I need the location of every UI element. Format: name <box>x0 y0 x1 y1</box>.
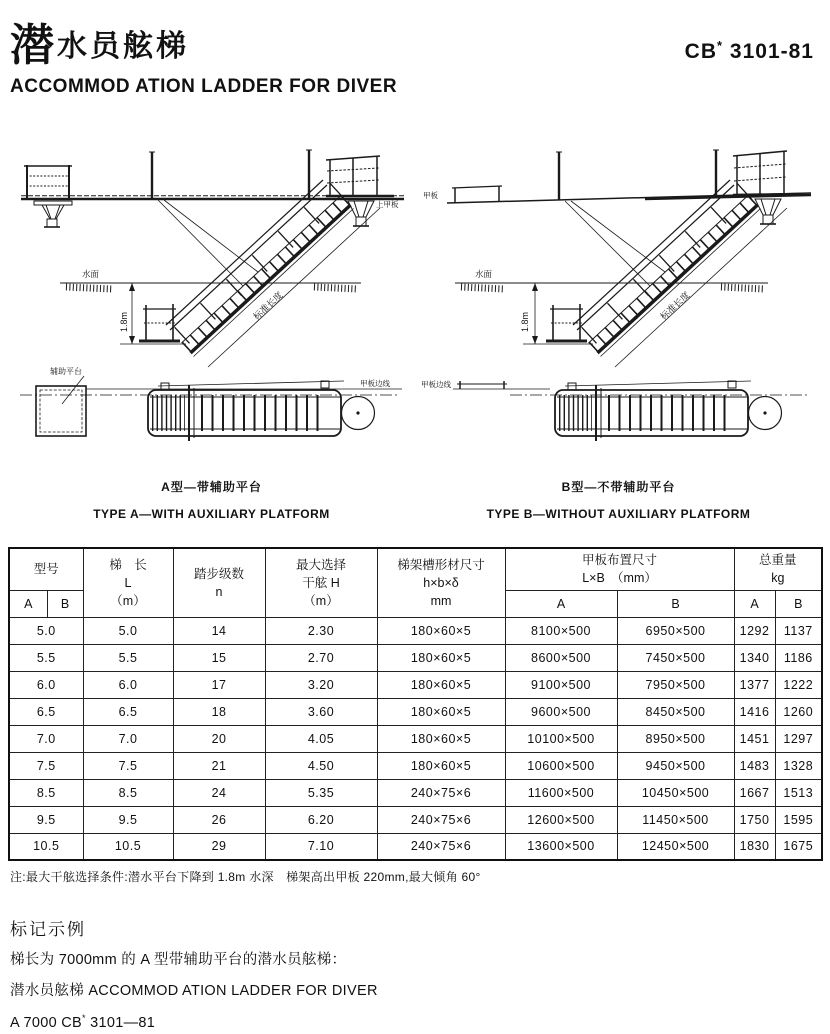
table-cell-model: 8.5 <box>9 779 83 806</box>
table-cell-weight_b: 1186 <box>775 644 822 671</box>
table-cell-steps: 21 <box>173 752 265 779</box>
table-cell-weight_a: 1667 <box>734 779 775 806</box>
label-depth-a: 1.8m <box>119 311 129 333</box>
col-deck <box>505 548 734 590</box>
col-length-l3: （m） <box>110 593 146 608</box>
col-steps-l1: 踏步级数 <box>194 566 245 581</box>
spec-table-body <box>9 617 822 860</box>
table-cell-channel: 240×75×6 <box>377 833 505 860</box>
label-standard-length-a: 标准长度 <box>251 289 285 322</box>
table-cell-deck_b: 8950×500 <box>617 725 734 752</box>
col-model-label: 型号 <box>33 562 59 577</box>
table-cell-steps: 29 <box>173 833 265 860</box>
table-cell-length: 7.5 <box>83 752 173 779</box>
table-cell-deck_a: 8600×500 <box>505 644 617 671</box>
col-length-l2: L <box>124 575 132 590</box>
label-deck-b: 甲板 <box>423 191 438 200</box>
table-cell-deck_a: 11600×500 <box>505 779 617 806</box>
table-cell-freeboard: 2.30 <box>265 617 377 644</box>
col-deck-a: A <box>505 590 617 617</box>
table-cell-deck_a: 12600×500 <box>505 806 617 833</box>
page-subtitle-en: ACCOMMOD ATION LADDER FOR DIVER <box>10 76 398 97</box>
table-cell-model: 10.5 <box>9 833 83 860</box>
label-depth-b: 1.8m <box>520 311 530 333</box>
table-cell-weight_a: 1340 <box>734 644 775 671</box>
table-cell-deck_b: 7950×500 <box>617 671 734 698</box>
table-cell-length: 6.0 <box>83 671 173 698</box>
label-standard-length-b: 标准长度 <box>658 289 692 322</box>
page-title <box>10 21 189 70</box>
col-freeboard <box>265 548 377 617</box>
table-cell-deck_a: 9600×500 <box>505 698 617 725</box>
table-cell-deck_a: 13600×500 <box>505 833 617 860</box>
col-steps-l2: n <box>215 584 223 599</box>
table-cell-steps: 24 <box>173 779 265 806</box>
table-cell-channel: 180×60×5 <box>377 725 505 752</box>
table-cell-steps: 20 <box>173 725 265 752</box>
col-steps <box>173 548 265 617</box>
col-length <box>83 548 173 617</box>
figure-a-caption-zh: A型—带辅助平台 <box>161 480 262 494</box>
figure-type-a <box>8 138 415 521</box>
figure-b-caption-zh: B型—不带辅助平台 <box>561 480 676 494</box>
col-deck-l1: 甲板布置尺寸 <box>582 553 658 568</box>
table-cell-model: 7.5 <box>9 752 83 779</box>
table-row <box>9 779 822 806</box>
col-channel-l2: h×b×δ <box>423 575 459 590</box>
table-cell-deck_a: 10100×500 <box>505 725 617 752</box>
col-freeboard-l2: 干舷 H <box>302 575 340 590</box>
table-cell-freeboard: 4.50 <box>265 752 377 779</box>
table-cell-freeboard: 4.05 <box>265 725 377 752</box>
table-cell-freeboard: 6.20 <box>265 806 377 833</box>
table-cell-weight_a: 1830 <box>734 833 775 860</box>
marking-line-3-prefix: A 7000 CB <box>10 1014 83 1031</box>
table-cell-length: 5.5 <box>83 644 173 671</box>
table-cell-freeboard: 3.20 <box>265 671 377 698</box>
standard-code-star: * <box>717 38 724 53</box>
table-cell-steps: 26 <box>173 806 265 833</box>
col-channel-l3: mm <box>430 593 452 608</box>
table-cell-channel: 240×75×6 <box>377 779 505 806</box>
marking-example <box>8 915 822 1034</box>
table-cell-steps: 17 <box>173 671 265 698</box>
table-cell-weight_b: 1260 <box>775 698 822 725</box>
table-cell-model: 5.5 <box>9 644 83 671</box>
col-deck-b: B <box>617 590 734 617</box>
col-weight-l2: kg <box>771 571 785 586</box>
title-first-char: 潜 <box>10 21 57 70</box>
table-cell-channel: 180×60×5 <box>377 752 505 779</box>
table-row <box>9 725 822 752</box>
col-length-l1: 梯 长 <box>109 557 147 572</box>
table-cell-length: 6.5 <box>83 698 173 725</box>
table-cell-deck_a: 8100×500 <box>505 617 617 644</box>
col-freeboard-l3: （m） <box>303 593 339 608</box>
table-cell-channel: 180×60×5 <box>377 671 505 698</box>
label-deck-edge-b: 甲板边线 <box>421 380 451 389</box>
table-row <box>9 806 822 833</box>
table-cell-deck_b: 12450×500 <box>617 833 734 860</box>
table-cell-weight_b: 1222 <box>775 671 822 698</box>
col-model-a: A <box>9 590 47 617</box>
table-cell-weight_a: 1451 <box>734 725 775 752</box>
table-cell-length: 8.5 <box>83 779 173 806</box>
label-upper-deck-a: 上甲板 <box>376 200 399 209</box>
table-cell-length: 5.0 <box>83 617 173 644</box>
header-row-1 <box>9 548 822 590</box>
marking-line-2: 潜水员舷梯 ACCOMMOD ATION LADDER FOR DIVER <box>10 983 378 1000</box>
col-freeboard-l1: 最大选择 <box>296 557 347 572</box>
col-deck-l2: L×B （mm） <box>582 571 657 586</box>
figure-type-b <box>415 138 822 521</box>
table-cell-weight_b: 1328 <box>775 752 822 779</box>
table-cell-deck_b: 11450×500 <box>617 806 734 833</box>
table-row <box>9 752 822 779</box>
type-b-elevation <box>447 150 811 367</box>
table-row <box>9 833 822 860</box>
label-water-surface-b: 水面 <box>475 269 493 279</box>
document-header <box>8 21 822 70</box>
table-cell-length: 7.0 <box>83 725 173 752</box>
figure-b-caption-en: TYPE B—WITHOUT AUXILIARY PLATFORM <box>486 507 751 521</box>
table-cell-freeboard: 2.70 <box>265 644 377 671</box>
table-cell-freeboard: 7.10 <box>265 833 377 860</box>
label-water-surface-a: 水面 <box>82 269 100 279</box>
table-cell-steps: 15 <box>173 644 265 671</box>
table-cell-steps: 14 <box>173 617 265 644</box>
figure-type-a-drawing <box>8 138 415 472</box>
standard-code-number: 3101-81 <box>729 40 814 63</box>
table-cell-length: 10.5 <box>83 833 173 860</box>
type-a-elevation <box>21 150 404 367</box>
table-cell-weight_b: 1137 <box>775 617 822 644</box>
label-deck-edge-a: 甲板边线 <box>360 379 390 388</box>
label-auxiliary-platform-a: 辅助平台 <box>50 367 82 376</box>
table-cell-deck_b: 10450×500 <box>617 779 734 806</box>
table-cell-model: 6.0 <box>9 671 83 698</box>
title-rest: 水员舷梯 <box>57 30 189 63</box>
figure-a-caption-en: TYPE A—WITH AUXILIARY PLATFORM <box>93 507 330 521</box>
marking-line-3-star: * <box>82 1013 86 1024</box>
table-cell-weight_b: 1595 <box>775 806 822 833</box>
table-row <box>9 644 822 671</box>
standard-code-prefix: CB <box>684 40 717 63</box>
table-cell-weight_b: 1513 <box>775 779 822 806</box>
table-cell-deck_b: 6950×500 <box>617 617 734 644</box>
table-cell-deck_a: 9100×500 <box>505 671 617 698</box>
table-cell-weight_b: 1675 <box>775 833 822 860</box>
table-cell-weight_a: 1416 <box>734 698 775 725</box>
table-row <box>9 671 822 698</box>
type-b-plan <box>453 381 807 441</box>
type-a-plan <box>20 376 402 441</box>
table-cell-freeboard: 5.35 <box>265 779 377 806</box>
col-channel <box>377 548 505 617</box>
table-cell-length: 9.5 <box>83 806 173 833</box>
table-cell-weight_a: 1483 <box>734 752 775 779</box>
col-model-b: B <box>47 590 83 617</box>
table-cell-deck_a: 10600×500 <box>505 752 617 779</box>
spec-table-head <box>9 548 822 617</box>
marking-line-3 <box>10 1012 822 1034</box>
figure-type-b-drawing <box>415 138 822 472</box>
table-row <box>9 698 822 725</box>
spec-table <box>8 547 823 861</box>
table-note: 注:最大干舷选择条件:潜水平台下降到 1.8m 水深 梯架高出甲板 220mm,最大倾角 60° <box>10 870 481 884</box>
table-cell-freeboard: 3.60 <box>265 698 377 725</box>
table-cell-channel: 180×60×5 <box>377 698 505 725</box>
col-weight-l1: 总重量 <box>759 553 797 568</box>
table-cell-channel: 180×60×5 <box>377 617 505 644</box>
table-cell-weight_a: 1750 <box>734 806 775 833</box>
table-cell-deck_b: 7450×500 <box>617 644 734 671</box>
col-weight-a: A <box>734 590 775 617</box>
table-cell-steps: 18 <box>173 698 265 725</box>
table-cell-weight_b: 1297 <box>775 725 822 752</box>
table-cell-model: 5.0 <box>9 617 83 644</box>
col-weight-b: B <box>775 590 822 617</box>
standard-code <box>685 38 814 64</box>
figures-row <box>8 138 822 521</box>
table-cell-deck_b: 8450×500 <box>617 698 734 725</box>
table-cell-model: 6.5 <box>9 698 83 725</box>
marking-line-3-suffix: 3101—81 <box>90 1014 156 1031</box>
col-weight <box>734 548 822 590</box>
table-cell-channel: 240×75×6 <box>377 806 505 833</box>
col-model <box>9 548 83 590</box>
col-channel-l1: 梯架槽形材尺寸 <box>397 557 485 572</box>
marking-heading: 标记示例 <box>10 920 86 939</box>
table-row <box>9 617 822 644</box>
table-cell-weight_a: 1377 <box>734 671 775 698</box>
table-cell-deck_b: 9450×500 <box>617 752 734 779</box>
table-cell-model: 7.0 <box>9 725 83 752</box>
table-cell-channel: 180×60×5 <box>377 644 505 671</box>
marking-line-1: 梯长为 7000mm 的 A 型带辅助平台的潜水员舷梯： <box>10 952 347 968</box>
table-cell-model: 9.5 <box>9 806 83 833</box>
table-cell-weight_a: 1292 <box>734 617 775 644</box>
